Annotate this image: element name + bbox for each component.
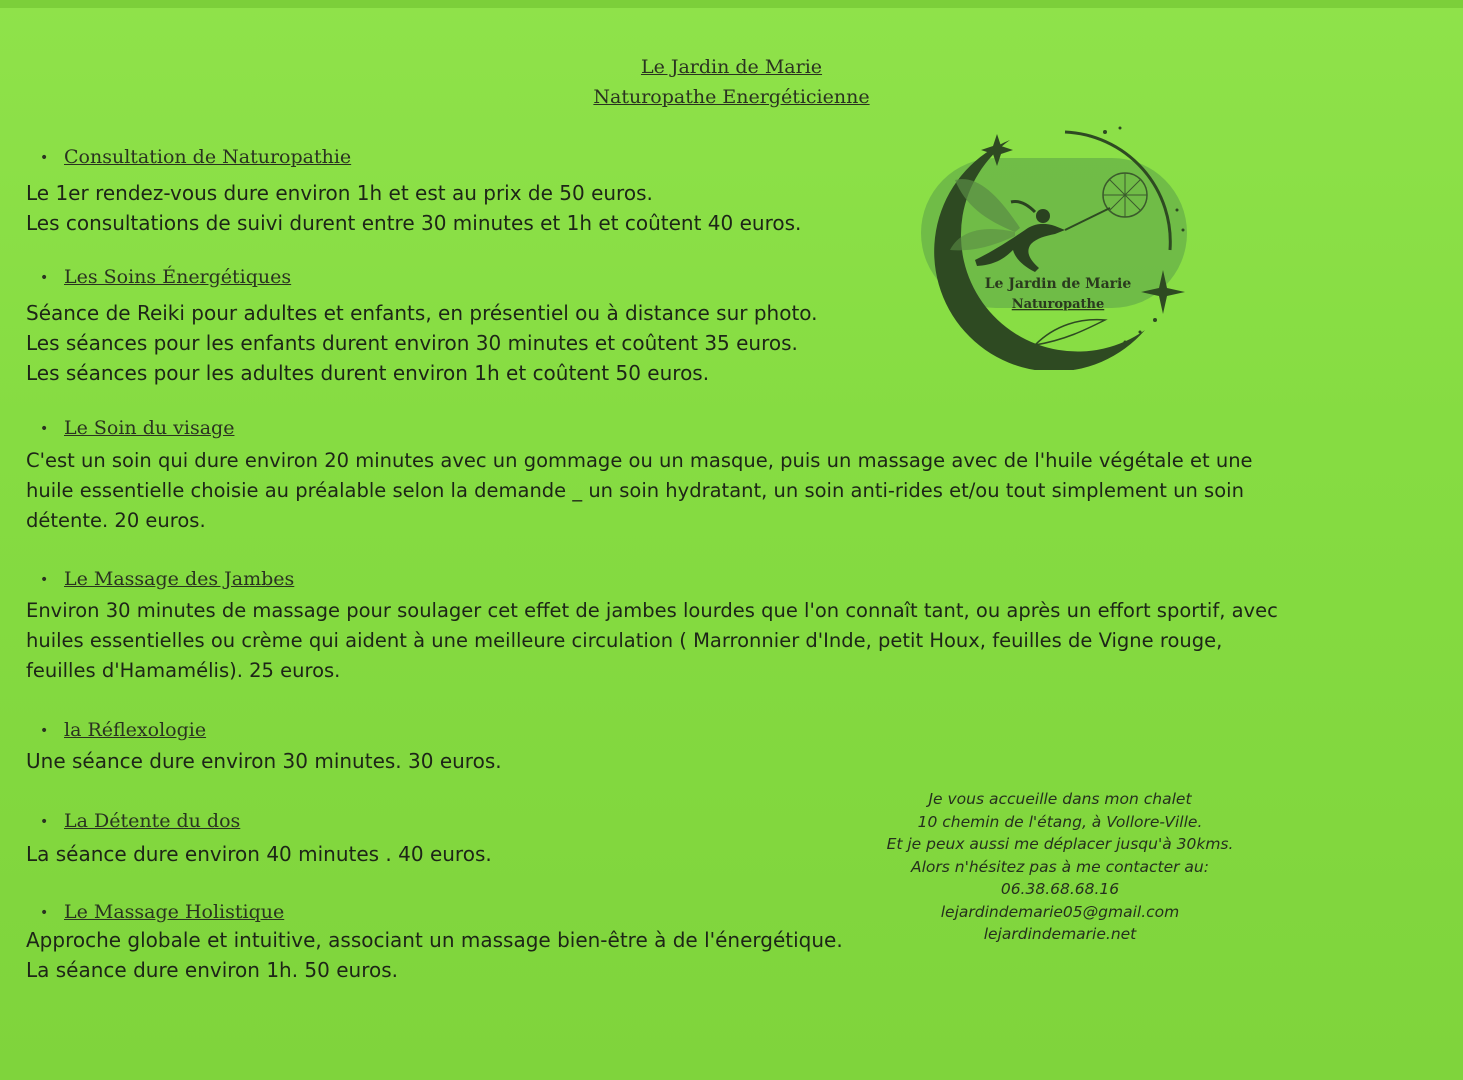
section-title-consultation: Consultation de Naturopathie bbox=[64, 146, 352, 168]
bullet-icon: • bbox=[40, 150, 49, 166]
bullet-icon: • bbox=[40, 572, 49, 588]
section-title-soins-energetiques: Les Soins Énergétiques bbox=[64, 266, 292, 288]
contact-block bbox=[880, 788, 1240, 946]
bullet-icon: • bbox=[40, 723, 49, 739]
section-text-soin-visage: C'est un soin qui dure environ 20 minutes avec un gommage ou un masque, puis un massage avec de l'huile végétale et une huile essentielle choisie au préalable selon la demande _ un soin hydratant, un soin anti-rides et/ou tout simplement un soin détente. 20 euros. bbox=[26, 449, 1253, 532]
section-text-reflexologie: Une séance dure environ 30 minutes. 30 euros. bbox=[26, 749, 502, 773]
section-text-soins-energetiques: Séance de Reiki pour adultes et enfants, en présentiel ou à distance sur photo. Les séances pour les enfants durent environ 30 minutes et coûtent 35 euros. Les séances pour les adultes durent environ 1h et coûtent 50 euros. bbox=[26, 301, 818, 385]
contact-line: Alors n'hésitez pas à me contacter au: bbox=[911, 857, 1209, 876]
logo-line2: Naturopathe bbox=[1011, 297, 1105, 312]
section-title-soin-visage: Le Soin du visage bbox=[64, 417, 235, 439]
section-title-detente-dos: La Détente du dos bbox=[64, 810, 241, 832]
page-title: Le Jardin de Marie bbox=[640, 56, 823, 78]
fairy-logo-icon bbox=[915, 120, 1200, 370]
section-title-massage-holistique: Le Massage Holistique bbox=[64, 901, 285, 923]
section-title-massage-jambes: Le Massage des Jambes bbox=[64, 568, 295, 590]
contact-phone: 06.38.68.68.16 bbox=[1000, 880, 1120, 898]
section-text-massage-holistique: Approche globale et intuitive, associant un massage bien-être à de l'énergétique. La séance dure environ 1h. 50 euros. bbox=[26, 928, 843, 982]
contact-line: Je vous accueille dans mon chalet bbox=[928, 790, 1192, 808]
section-text-detente-dos: La séance dure environ 40 minutes . 40 euros. bbox=[26, 842, 492, 866]
page-subtitle: Naturopathe Energéticienne bbox=[593, 86, 870, 108]
bullet-icon: • bbox=[40, 421, 49, 437]
bullet-icon: • bbox=[40, 270, 49, 286]
logo bbox=[915, 120, 1200, 370]
paper-edge bbox=[0, 0, 1463, 8]
section-title-reflexologie: la Réflexologie bbox=[64, 719, 207, 741]
contact-line: Et je peux aussi me déplacer jusqu'à 30kms. bbox=[886, 835, 1234, 853]
bullet-icon: • bbox=[40, 814, 49, 830]
contact-address: 10 chemin de l'étang, à Vollore-Ville. bbox=[917, 812, 1203, 831]
logo-line1: Le Jardin de Marie bbox=[984, 276, 1132, 292]
section-text-consultation: Le 1er rendez-vous dure environ 1h et est au prix de 50 euros. Les consultations de suivi durent entre 30 minutes et 1h et coûtent 40 euros. bbox=[26, 181, 802, 235]
contact-email: lejardindemarie05@gmail.com bbox=[940, 902, 1180, 921]
bullet-icon: • bbox=[40, 905, 49, 921]
contact-website: lejardindemarie.net bbox=[983, 925, 1137, 943]
section-text-massage-jambes: Environ 30 minutes de massage pour soulager cet effet de jambes lourdes que l'on connaît tant, ou après un effort sportif, avec huiles essentielles ou crème qui aident à une meilleure circulation ( Marronnier d'Inde, petit Houx, feuilles de Vigne rouge, feuilles d'Hamamélis). 25 euros. bbox=[26, 599, 1278, 682]
